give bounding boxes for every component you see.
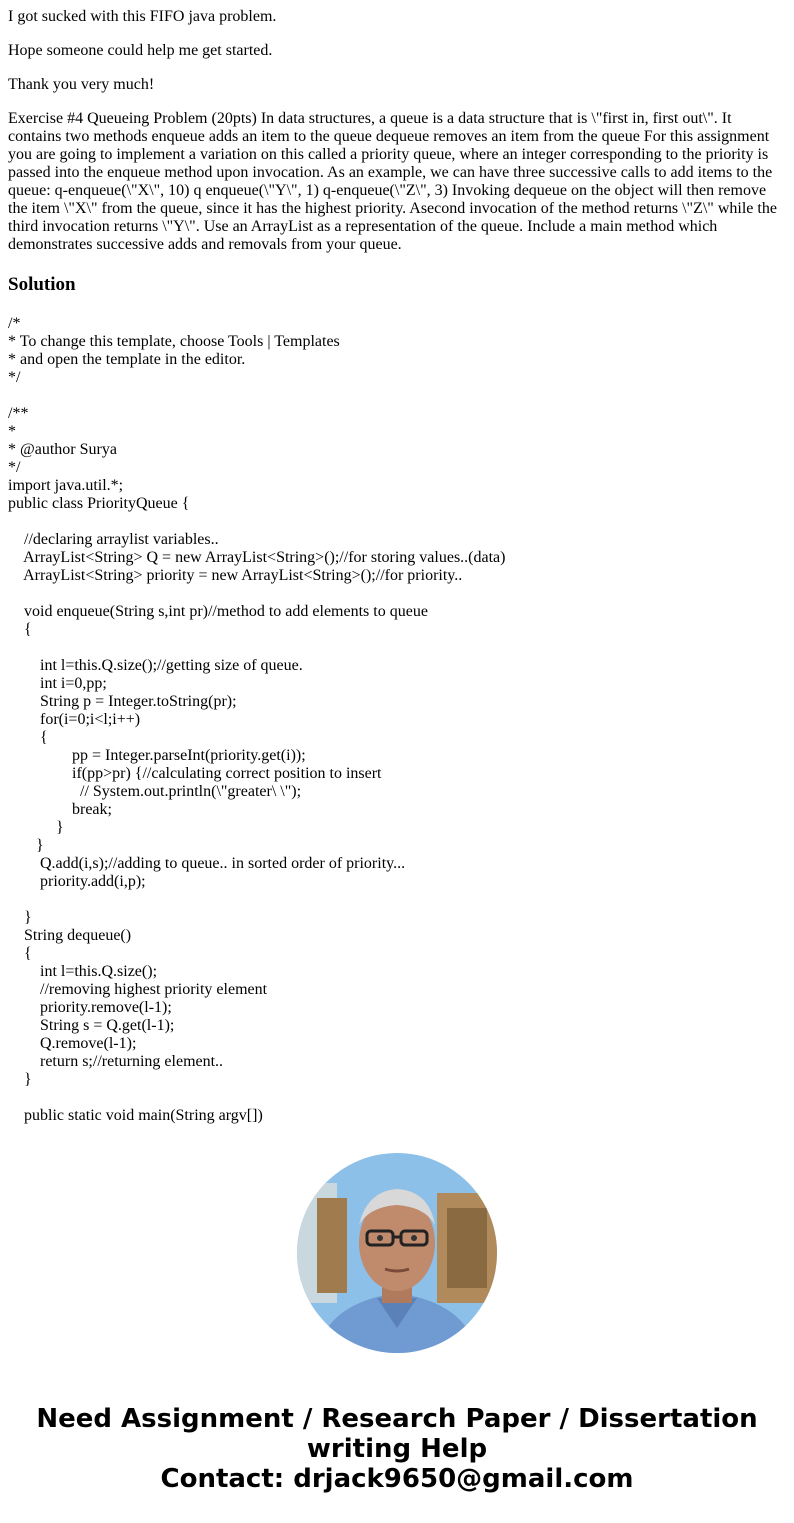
banner-line-1: Need Assignment / Research Paper / Dissertation bbox=[36, 1404, 758, 1434]
solution-code: /* * To change this template, choose Tools | Templates * and open the template in the editor. */ /** * * @author Surya */ import java.util.*; public class PriorityQueue { //declaring arraylist variables.. ArrayList<String> Q = new ArrayList<String>();//for storing values..(data) ArrayList<String> priority = new ArrayList<String>();//for priority.. void enqueue(String s,int pr)//method to add elements to queue { int l=this.Q.size();//getting size of queue. int i=0,pp; String p = Integer.toString(pr); for(i=0;i<l;i++) { pp = Integer.parseInt(priority.get(i)); if(pp>pr) {//calculating correct position to insert // System.out.println(\"greater\ \"); break; } } Q.add(i,s);//adding to queue.. in sorted order of priority... priority.add(i,p); } String dequeue() { int l=this.Q.size(); //removing highest priority element priority.remove(l-1); String s = Q.get(l-1); Q.remove(l-1); return s;//returning element.. } public static void main(String argv[]) bbox=[8, 315, 506, 1124]
person-photo-icon bbox=[297, 1153, 497, 1353]
question-line-2: Hope someone could help me get started. bbox=[8, 42, 273, 59]
solution-heading: Solution bbox=[8, 274, 76, 295]
question-line-3: Thank you very much! bbox=[8, 76, 155, 93]
banner-contact: Contact: drjack9650@gmail.com bbox=[160, 1464, 634, 1494]
avatar bbox=[297, 1153, 497, 1353]
banner-line-2: writing Help bbox=[306, 1434, 488, 1464]
exercise-description: Exercise #4 Queueing Problem (20pts) In data structures, a queue is a data structure that is \"first in, first out\". It contains two methods enqueue adds an item to the queue dequeue removes an item from the queue For this assignment you are going to implement a variation on this called a priority queue, where an integer corresponding to the priority is passed into the enqueue method upon invocation. As an example, we can have three successive calls to add items to the queue: q-enqueue(\"X\", 10) q enqueue(\"Y\", 1) q-enqueue(\"Z\", 3) Invoking dequeue on the object will then remove the item \"X\" from the queue, since it has the highest priority. Asecond invocation of the method returns \"Z\" while the third invocation returns \"Y\". Use an ArrayList as a representation of the queue. Include a main method which demonstrates successive adds and removals from your queue. bbox=[8, 110, 777, 253]
question-line-1: I got sucked with this FIFO java problem. bbox=[8, 8, 277, 25]
assignment-help-banner bbox=[0, 1404, 794, 1494]
